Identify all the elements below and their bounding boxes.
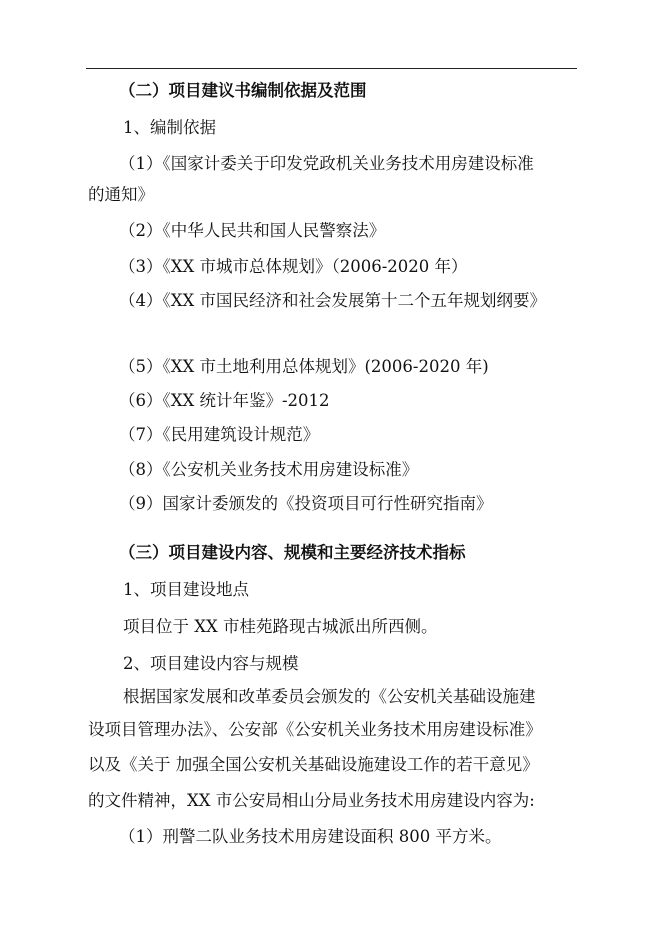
subheading-content-scale: 2、项目建设内容与规模: [123, 654, 299, 673]
basis-item-3: （3）《XX 市城市总体规划》（2006-2020 年）: [119, 257, 468, 276]
paragraph-line-4: 的文件精神，XX 市公安局相山分局业务技术用房建设内容为:: [88, 791, 535, 810]
subheading-location: 1、项目建设地点: [123, 580, 249, 599]
basis-item-7: （7）《民用建筑设计规范》: [119, 425, 320, 444]
subheading-compile-basis: 1、编制依据: [123, 118, 216, 137]
paragraph-line-1: 根据国家发展和改革委员会颁发的《公安机关基础设施建: [123, 687, 536, 706]
section-heading-3: （三）项目建设内容、规模和主要经济技术指标: [119, 543, 466, 562]
basis-item-8: （8）《公安机关业务技术用房建设标准》: [119, 460, 419, 479]
basis-item-1: （1）《国家计委关于印发党政机关业务技术用房建设标准: [119, 154, 534, 173]
paragraph-line-3: 以及《关于 加强全国公安机关基础设施建设工作的若干意见》: [88, 755, 539, 774]
basis-item-6: （6）《XX 统计年鉴》-2012: [119, 391, 330, 410]
basis-item-4: （4）《XX 市国民经济和社会发展第十二个五年规划纲要》: [119, 291, 546, 310]
basis-item-1-cont: 的通知》: [88, 185, 154, 204]
location-text: 项目位于 XX 市桂苑路现古城派出所西侧。: [123, 617, 438, 636]
header-rule: [86, 68, 577, 69]
paragraph-line-2: 设项目管理办法》、公安部《公安机关业务技术用房建设标准》: [88, 720, 542, 739]
basis-item-9: （9）国家计委颁发的《投资项目可行性研究指南》: [119, 494, 493, 513]
scale-item-1: （1）刑警二队业务技术用房建设面积 800 平方米。: [119, 827, 502, 846]
section-heading-2: （二）项目建议书编制依据及范围: [119, 81, 367, 100]
basis-item-2: （2）《中华人民共和国人民警察法》: [119, 221, 386, 240]
basis-item-5: （5）《XX 市土地利用总体规划》(2006-2020 年): [119, 357, 489, 376]
